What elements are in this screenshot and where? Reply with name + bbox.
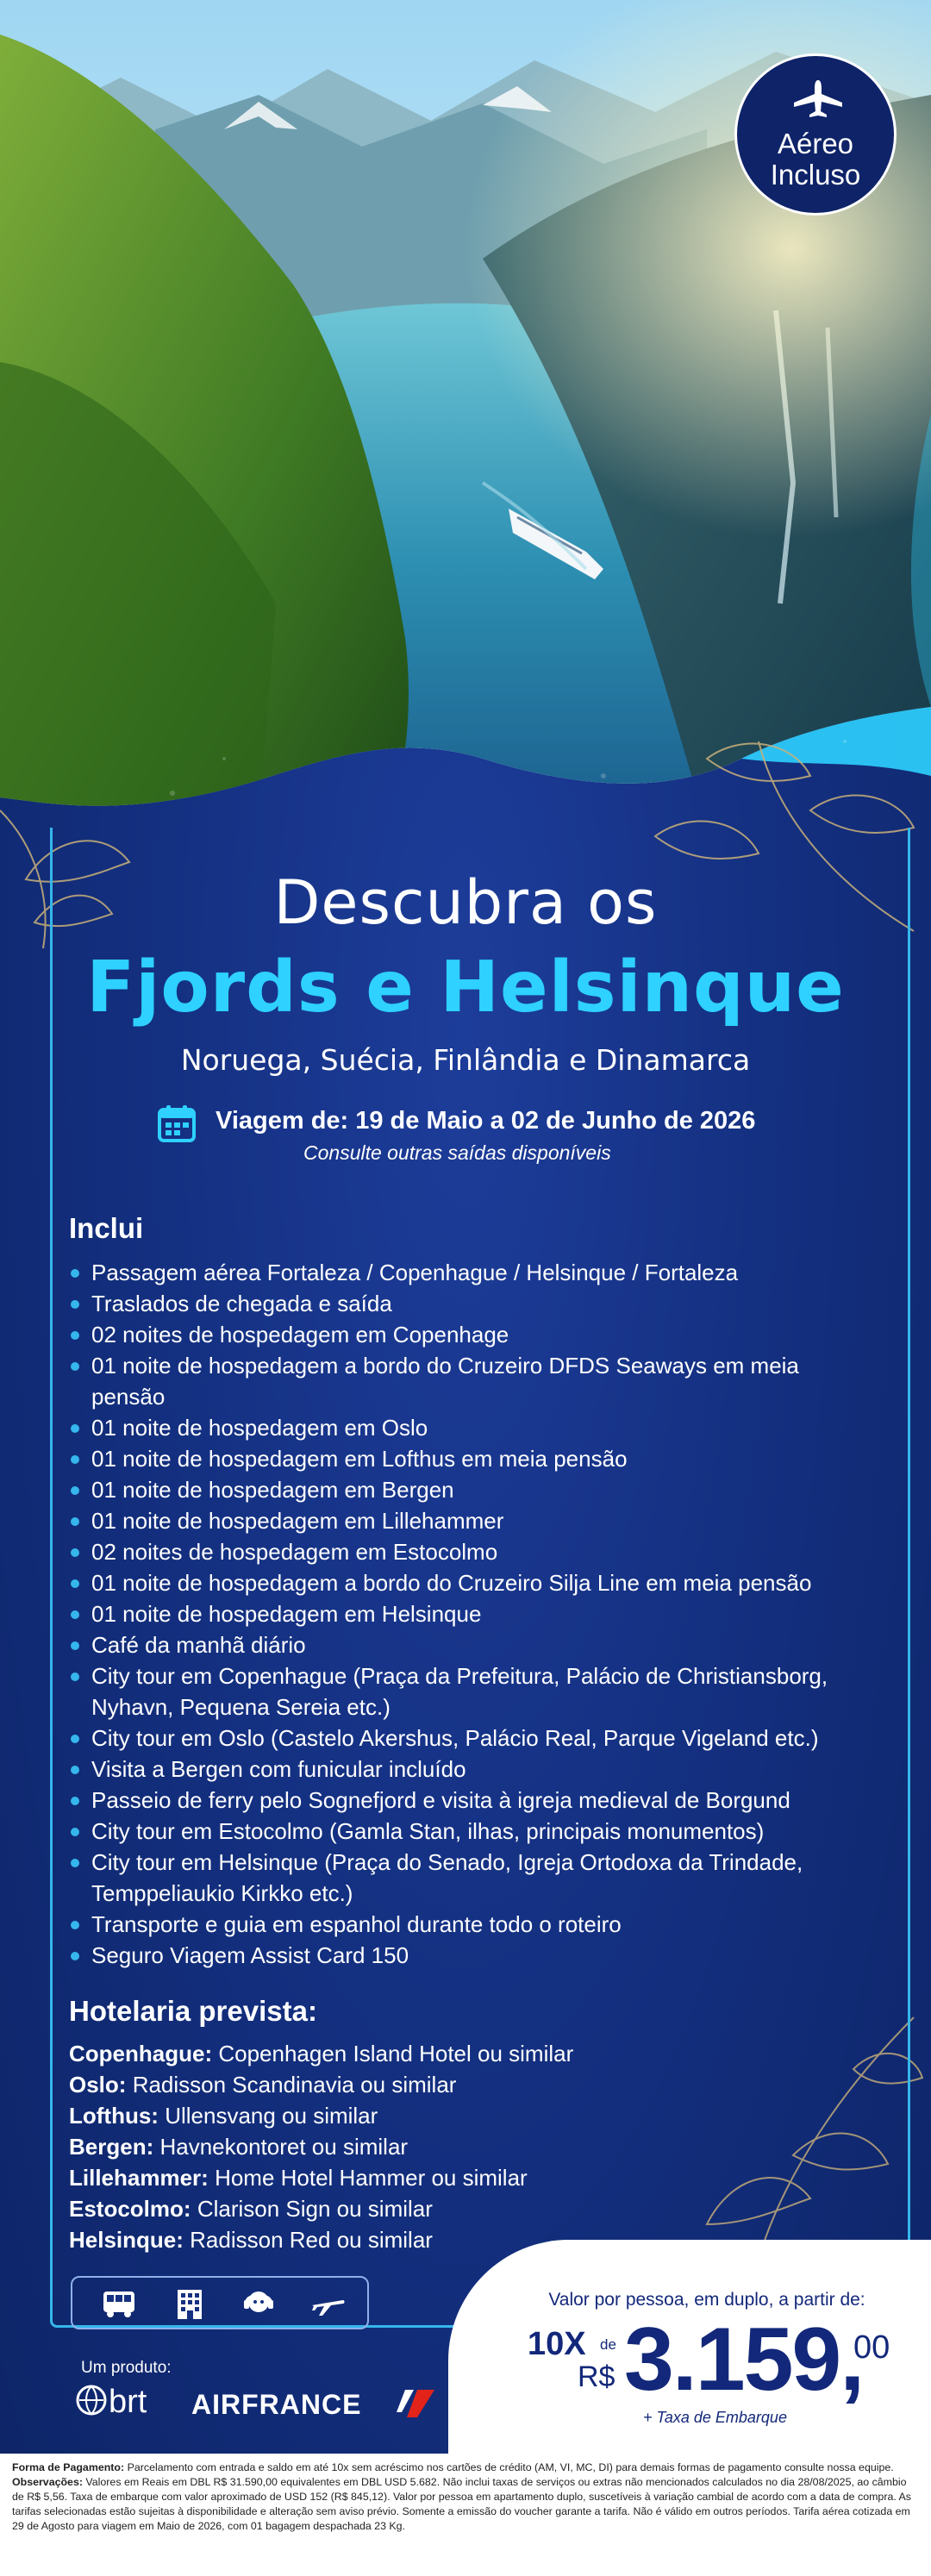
hotel-name: Radisson Scandinavia ou similar: [132, 2072, 457, 2098]
travel-dates-note: Consulte outras saídas disponíveis: [303, 1141, 611, 1164]
observations-label: Observações:: [12, 2476, 83, 2488]
includes-item: 01 noite de hospedagem a bordo do Cruzeiro DFDS Seaways em meia pensão: [69, 1350, 862, 1412]
installments: 10X: [528, 2326, 586, 2362]
brt-text: brt: [109, 2384, 147, 2420]
includes-item: Café da manhã diário: [69, 1629, 862, 1660]
travel-dates: [157, 1102, 778, 1179]
hotel-city: Lofthus:: [69, 2103, 159, 2129]
includes-item: Traslados de chegada e saída: [69, 1288, 862, 1319]
product-label: Um produto:: [81, 2359, 172, 2377]
includes-item: 01 noite de hospedagem a bordo do Cruzeiro Silja Line em meia pensão: [69, 1567, 862, 1598]
airfrance-logo: [191, 2386, 441, 2421]
hotel-city: Bergen:: [69, 2134, 154, 2160]
payment-label: Forma de Pagamento:: [12, 2461, 125, 2473]
hotel-name: Clarison Sign ou similar: [197, 2196, 433, 2222]
includes-item: 02 noites de hospedagem em Estocolmo: [69, 1536, 862, 1567]
title-line-1: Descubra os: [273, 867, 658, 938]
hotel-name: Havnekontoret ou similar: [159, 2134, 409, 2160]
includes-item: City tour em Estocolmo (Gamla Stan, ilhas, principais monumentos): [69, 1816, 862, 1847]
includes-item: Passagem aérea Fortaleza / Copenhague / Helsinque / Fortaleza: [69, 1257, 862, 1288]
includes-heading: Inclui: [69, 1212, 144, 1244]
hotel-name: Radisson Red ou similar: [190, 2227, 433, 2253]
hotel-item: [69, 2069, 759, 2100]
includes-list: [69, 1257, 862, 1971]
airplane-icon: [792, 78, 844, 118]
airfrance-text: AIRFRANCE: [191, 2389, 362, 2420]
price-cents: 00: [853, 2329, 890, 2366]
air-included-badge: [734, 53, 897, 216]
badge-line-1: Aéreo: [777, 128, 854, 159]
airplane-icon: [310, 2288, 345, 2319]
includes-item: 02 noites de hospedagem em Copenhage: [69, 1319, 862, 1350]
hotel-name: Home Hotel Hammer ou similar: [215, 2165, 528, 2191]
hotels-heading: Hotelaria prevista:: [69, 1995, 317, 2027]
includes-item: 01 noite de hospedagem em Oslo: [69, 1412, 862, 1443]
hotel-city: Helsinque:: [69, 2227, 184, 2253]
installments-de: de: [600, 2336, 616, 2353]
bus-icon: [102, 2288, 136, 2319]
hotel-city: Oslo:: [69, 2072, 127, 2098]
hotel-building-icon: [172, 2288, 207, 2319]
hotel-item: [69, 2038, 759, 2069]
footer-notes: [0, 2454, 931, 2576]
hotel-name: Ullensvang ou similar: [165, 2103, 378, 2129]
includes-item: 01 noite de hospedagem em Bergen: [69, 1474, 862, 1505]
includes-item: 01 noite de hospedagem em Helsinque: [69, 1598, 862, 1629]
observations-text: Valores em Reais em DBL R$ 31.590,00 equivalentes em DBL USD 5.682. Não inclui taxas de serviços ou extras não mencionados calculados no dia 28/08/2025, ao câmbio de R$ 5,56. Taxa de embarque com valor aproximado de USD 152 (R$ 845,12). Valor por pessoa em apartamento duplo, suscetíveis à variação cambial de acordo com a data de compra. As tarifas selecionadas estão sujeitas à disponibilidade e alteração sem aviso prévio. Somente a emissão do voucher garante a tarifa. Não é válido em outros períodos. Tarifa aérea cotizada em 29 de Agosto para viagem em Maio de 2026, com 01 bagagem despachada 23 Kg.: [12, 2476, 911, 2532]
hotel-item: [69, 2100, 759, 2131]
badge-line-2: Incluso: [770, 159, 861, 191]
price-box: [448, 2240, 931, 2455]
brt-logo: [72, 2374, 176, 2423]
price-label: Valor por pessoa, em duplo, a partir de:: [548, 2290, 865, 2310]
title-line-2: Fjords e Helsinque: [86, 947, 845, 1029]
hotel-city: Copenhague:: [69, 2041, 213, 2066]
hotel-item: [69, 2162, 759, 2193]
includes-item: City tour em Oslo (Castelo Akershus, Palácio Real, Parque Vigeland etc.): [69, 1723, 862, 1754]
includes-item: Passeio de ferry pelo Sognefjord e visita à igreja medieval de Borgund: [69, 1785, 862, 1816]
guide-headset-icon: [241, 2288, 276, 2319]
hotel-city: Estocolmo:: [69, 2196, 191, 2222]
includes-item: 01 noite de hospedagem em Lofthus em meia pensão: [69, 1443, 862, 1474]
includes-item: City tour em Helsinque (Praça do Senado, Igreja Ortodoxa da Trindade, Temppeliaukio Kirkko etc.): [69, 1847, 862, 1909]
hotel-item: [69, 2193, 759, 2224]
hotels-list: [69, 2038, 759, 2255]
service-icons: [71, 2276, 369, 2329]
observations-note: [12, 2475, 919, 2534]
price-tax-note: + Taxa de Embarque: [643, 2409, 787, 2426]
hotel-name: Copenhagen Island Hotel ou similar: [218, 2041, 574, 2066]
payment-text: Parcelamento com entrada e saldo em até 10x sem acréscimo nos cartões de crédito (AM, VI, MC, DI) para demais formas de pagamento consulte nossa equipe.: [127, 2461, 894, 2473]
calendar-icon: [157, 1104, 197, 1143]
subtitle: Noruega, Suécia, Finlândia e Dinamarca: [180, 1043, 751, 1077]
currency: R$: [578, 2360, 615, 2393]
payment-note: [12, 2460, 919, 2475]
hotel-city: Lillehammer:: [69, 2165, 209, 2191]
includes-item: Visita a Bergen com funicular incluído: [69, 1754, 862, 1785]
hotel-item: [69, 2131, 759, 2162]
includes-item: Seguro Viagem Assist Card 150: [69, 1940, 862, 1971]
price-amount: 3.159,: [624, 2310, 864, 2410]
includes-item: City tour em Copenhague (Praça da Prefeitura, Palácio de Christiansborg, Nyhavn, Pequena Sereia etc.): [69, 1660, 862, 1723]
includes-item: 01 noite de hospedagem em Lillehammer: [69, 1505, 862, 1536]
travel-dates-text: Viagem de: 19 de Maio a 02 de Junho de 2026: [216, 1107, 756, 1135]
includes-item: Transporte e guia em espanhol durante todo o roteiro: [69, 1909, 862, 1940]
